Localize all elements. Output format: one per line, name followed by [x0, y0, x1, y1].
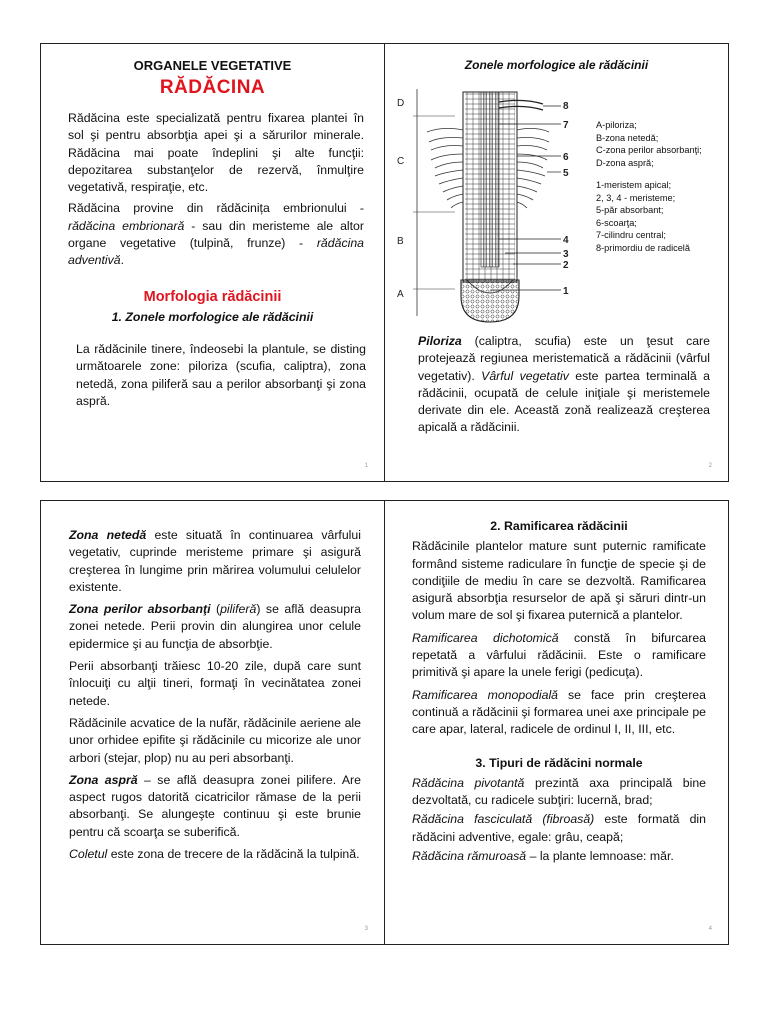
root-hairs-right — [517, 128, 549, 208]
term-adventive-root: rădăcina adventivă — [68, 236, 364, 268]
zone-letter-a: A — [397, 289, 404, 300]
term-dichotomica: Ramificarea dichotomică — [412, 630, 559, 645]
term-zona-neteda: Zona netedă — [69, 528, 147, 542]
term-embryonic-root: rădăcina embrionară — [68, 218, 185, 233]
paragraph-peri-absorbanti: Perii absorbanţi trăiesc 10-20 zile, după care sunt înlocuiţi cu alţii tineri, formaţi în vecinătatea zonei netede. — [69, 659, 361, 708]
text-run: prezintă axa principală bine dezvoltată, cu radicele subţiri: lucernă, brad; — [412, 775, 707, 808]
page-number: 2 — [708, 463, 712, 469]
text-run: Rădăcina provine din rădăcinița embrionului - — [68, 201, 364, 216]
section-heading: Morfologia rădăcinii — [143, 289, 282, 305]
subsection-heading: 1. Zonele morfologice ale rădăcinii — [111, 310, 314, 324]
legend-item: 1-meristem apical; — [596, 180, 672, 190]
text-run: este partea terminală a rădăcinii, ocupată de celule iniţiale şi meristemele derivate din ele. Această zonă realizează creşterea apicală a rădăcinii. — [418, 368, 710, 435]
intro-paragraph-1: Rădăcina este specializată pentru fixarea plantei în sol şi pentru absorbţia apei şi a sărurilor minerale. Rădăcina mai poate îndeplini şi alte funcţii: depozitarea substanţelor de rezervă, înmulţire vegetativă, respiraţie, etc. — [68, 111, 364, 195]
page-number: 4 — [708, 926, 712, 932]
term-piloriza: Piloriza — [418, 334, 462, 348]
zone-letter-c: C — [397, 156, 405, 167]
label-7: 7 — [563, 120, 569, 131]
label-1: 1 — [563, 286, 569, 297]
text-run: este formată din rădăcini adventive, egale: grâu, ceapă; — [412, 812, 707, 844]
paragraph-zona-neteda — [69, 527, 361, 596]
slide-subtitle: RĂDĂCINA — [159, 77, 266, 98]
paragraph-ramificare: Rădăcinile plantelor mature sunt puternic ramificate formând sisteme radiculare în funcţie de specie şi de condiţiile de mediu în care se dezvoltă. Ramificarea asigură absorbţia resurselor de apă şi săruri dintr-un volum mare de sol şi fixarea puternică a plantelor. — [412, 539, 706, 623]
term-pilifera: piliferă — [220, 602, 257, 617]
page-number: 1 — [364, 463, 368, 469]
term-fasciculata: Rădăcina fasciculată (fibroasă) — [412, 812, 595, 827]
legend-item: C-zona perilor absorbanţi; — [596, 145, 702, 155]
paragraph-coletul — [69, 846, 361, 863]
label-6: 6 — [563, 152, 569, 163]
legend-item: 8-primordiu de radicelă — [596, 242, 690, 253]
legend-item: B-zona netedă; — [596, 132, 659, 143]
page-number: 3 — [364, 926, 368, 932]
paragraph-fasciculata — [412, 811, 706, 846]
paragraph-zona-perilor — [69, 601, 361, 653]
label-3: 3 — [563, 249, 569, 260]
text-run: este zona de trecere de la rădăcină la tulpină. — [107, 847, 360, 862]
slide-4 — [384, 500, 729, 945]
text-run: - sau din meristeme ale altor organe vegetative (tulpină, frunze) - — [68, 218, 364, 251]
paragraph-ramuroasa — [412, 848, 706, 865]
legend-item: 7-cilindru central; — [596, 230, 666, 240]
zones-paragraph: La rădăcinile tinere, îndeosebi la plantule, se disting următoarele zone: piloriza (scufia, caliptra), zona netedă, zona piliferă sau a perilor absorbanţi şi zona aspră. — [76, 342, 366, 408]
text-run: constă în bifurcarea repetată a vârfului rădăcinii. Este o ramificare primitivă şi apare la unele ferigi (pedicuţa). — [412, 630, 706, 680]
text-run: (caliptra, scufia) este un ţesut care protejează regiunea meristematică a rădăcinii (vârful vegetativ). — [418, 334, 710, 383]
intro-text — [68, 110, 364, 274]
legend-item: 2, 3, 4 - meristeme; — [596, 192, 676, 203]
paragraph-dichotomica — [412, 630, 706, 682]
paragraph-monopodiala — [412, 687, 706, 739]
legend-item: A-piloriza; — [596, 120, 637, 130]
branching-and-types — [412, 518, 706, 870]
term-coletul: Coletul — [69, 847, 108, 862]
term-monopodiala: Ramificarea monopodială — [412, 687, 559, 702]
root-hairs-left — [427, 128, 463, 208]
heading-tipuri: 3. Tipuri de rădăcini normale — [475, 755, 643, 770]
legend-item: 5-păr absorbant; — [596, 205, 664, 215]
label-2: 2 — [563, 260, 569, 271]
slide-1 — [40, 43, 385, 482]
paragraph-zona-aspra — [69, 772, 361, 841]
slide-title: ORGANELE VEGETATIVE — [133, 58, 292, 73]
paragraph-pivotanta — [412, 775, 706, 810]
paragraph-radacini-acvatice: Rădăcinile acvatice de la nufăr, rădăcinile aeriene ale unor orhidee epifite şi rădăcinile cu micorize ale unor arbori (stejar, plop) nu au peri absorbanţi. — [69, 715, 361, 765]
text-run: – la plante lemnoase: măr. — [526, 849, 674, 864]
label-4: 4 — [563, 235, 569, 246]
term-zona-aspra: Zona aspră — [69, 772, 138, 787]
root-zones-diagram — [395, 84, 595, 324]
zone-letter-d: D — [397, 98, 405, 109]
figure-caption: Zonele morfologice ale rădăcinii — [464, 58, 649, 72]
term-zona-perilor: Zona perilor absorbanţi — [69, 602, 211, 617]
label-5: 5 — [563, 168, 569, 179]
text-run: ( — [210, 602, 221, 617]
legend-item: D-zona aspră; — [596, 157, 654, 168]
term-varf-vegetativ: Vârful vegetativ — [481, 368, 569, 383]
piloriza-paragraph — [418, 333, 710, 437]
heading-ramificarea: 2. Ramificarea rădăcinii — [490, 519, 628, 533]
term-ramuroasa: Rădăcina rămuroasă — [412, 849, 527, 864]
slide-2 — [384, 43, 729, 482]
text-run: ) se află deasupra zonei netede. Perii provin din alungirea unor celule epidermice şi au funcţia de absorbţie. — [69, 602, 361, 651]
text-run: se face prin creşterea continuă a rădăcinii şi formarea unei axe principale pe care apar, lateral, radicele de ordinul I, II, III, etc. — [412, 687, 706, 737]
term-pivotanta: Rădăcina pivotantă — [412, 775, 525, 790]
zone-letter-b: B — [397, 236, 404, 247]
legend-item: 6-scoarţa; — [596, 217, 637, 228]
text-run: . — [120, 253, 125, 268]
zones-description — [69, 527, 361, 868]
slide-3 — [40, 500, 385, 945]
text-run: este situată în continuarea vârfului vegetativ, cuprinde meristeme primare şi asigură creşterea în lungime prin mărirea volumului celulelor existente. — [69, 528, 361, 594]
text-run: – se află deasupra zonei pilifere. Are aspect rugos datorită cicatricilor rămase de la perii absorbanţi. Se alungeşte continuu şi este brunie pentru că scoarţa se suberifică. — [69, 772, 361, 839]
intro-paragraph-2 — [68, 200, 364, 269]
label-8: 8 — [563, 101, 569, 112]
diagram-legend — [596, 119, 702, 254]
